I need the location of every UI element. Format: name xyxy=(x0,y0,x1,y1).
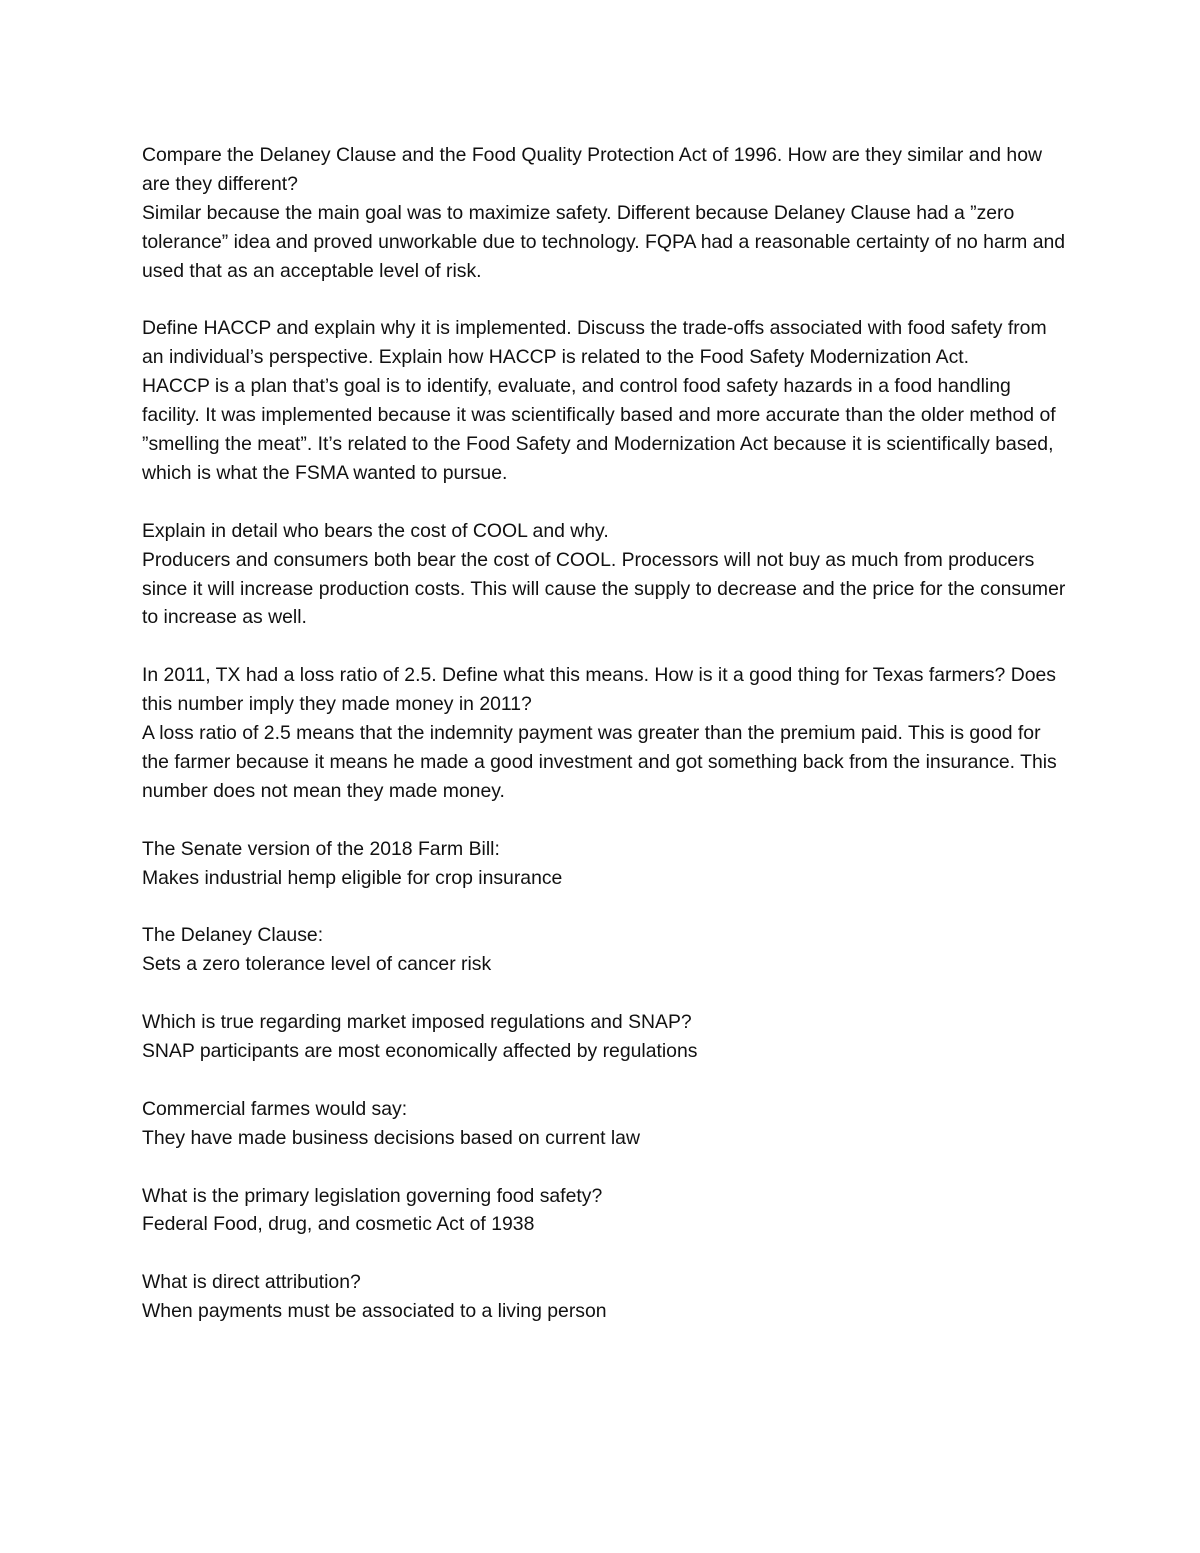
answer-text: Sets a zero tolerance level of cancer risk xyxy=(142,953,492,976)
qa-block-cool xyxy=(142,517,1072,633)
qa-block-delaney-clause xyxy=(142,921,1072,979)
question-text: Which is true regarding market imposed regulations and SNAP? xyxy=(142,1011,692,1034)
answer-text: They have made business decisions based on current law xyxy=(142,1126,640,1149)
qa-block-snap xyxy=(142,1008,1072,1066)
question-text: Commercial farmes would say: xyxy=(142,1097,408,1120)
answer-text: Producers and consumers both bear the cost of COOL. Processors will not buy as much from producers since it will increase production costs. This will cause the supply to decrease and the price for the consumer to increase as well. xyxy=(142,548,1066,629)
question-text: What is the primary legislation governing food safety? xyxy=(142,1184,603,1207)
qa-block-haccp xyxy=(142,314,1072,487)
qa-block-delaney-fqpa xyxy=(142,141,1072,286)
qa-block-commercial-farmers xyxy=(142,1095,1072,1153)
answer-text: SNAP participants are most economically affected by regulations xyxy=(142,1040,698,1062)
question-text: The Delaney Clause: xyxy=(142,924,324,947)
qa-block-farm-bill xyxy=(142,835,1072,893)
qa-block-direct-attribution xyxy=(142,1268,1072,1326)
answer-text: A loss ratio of 2.5 means that the indemnity payment was greater than the premium paid. This is good for the farmer because it means he made a good investment and got something back from the insurance. This number does not mean they made money. xyxy=(142,722,1057,802)
qa-block-food-safety-law xyxy=(142,1182,1072,1240)
question-text: Compare the Delaney Clause and the Food Quality Protection Act of 1996. How are they similar and how are they different? xyxy=(142,144,1042,195)
answer-text: Similar because the main goal was to maximize safety. Different because Delaney Clause had a ”zero tolerance” idea and proved unworkable due to technology. FQPA had a reasonable certainty of no harm and used that as an acceptable level of risk. xyxy=(142,201,1066,282)
qa-block-loss-ratio xyxy=(142,661,1072,806)
question-text: In 2011, TX had a loss ratio of 2.5. Define what this means. How is it a good thing for Texas farmers? Does this number imply they made money in 2011? xyxy=(142,664,1056,716)
answer-text: Makes industrial hemp eligible for crop insurance xyxy=(142,866,563,889)
question-text: Explain in detail who bears the cost of COOL and why. xyxy=(142,519,609,542)
answer-text: HACCP is a plan that’s goal is to identify, evaluate, and control food safety hazards in a food handling facility. It was implemented because it was scientifically based and more accurate than the older method of ”smelling the meat”. It’s related to the Food Safety and Modernization Act because it is scientifically based, which is what the FSMA wanted to pursue. xyxy=(142,375,1056,484)
question-text: What is direct attribution? xyxy=(142,1271,361,1294)
answer-text: When payments must be associated to a living person xyxy=(142,1300,607,1323)
document-page xyxy=(142,141,1072,1355)
question-text: The Senate version of the 2018 Farm Bill: xyxy=(142,837,500,860)
question-text: Define HACCP and explain why it is implemented. Discuss the trade-offs associated with food safety from an individual’s perspective. Explain how HACCP is related to the Food Safety Modernization Act. xyxy=(142,317,1047,369)
answer-text: Federal Food, drug, and cosmetic Act of 1938 xyxy=(142,1213,535,1236)
